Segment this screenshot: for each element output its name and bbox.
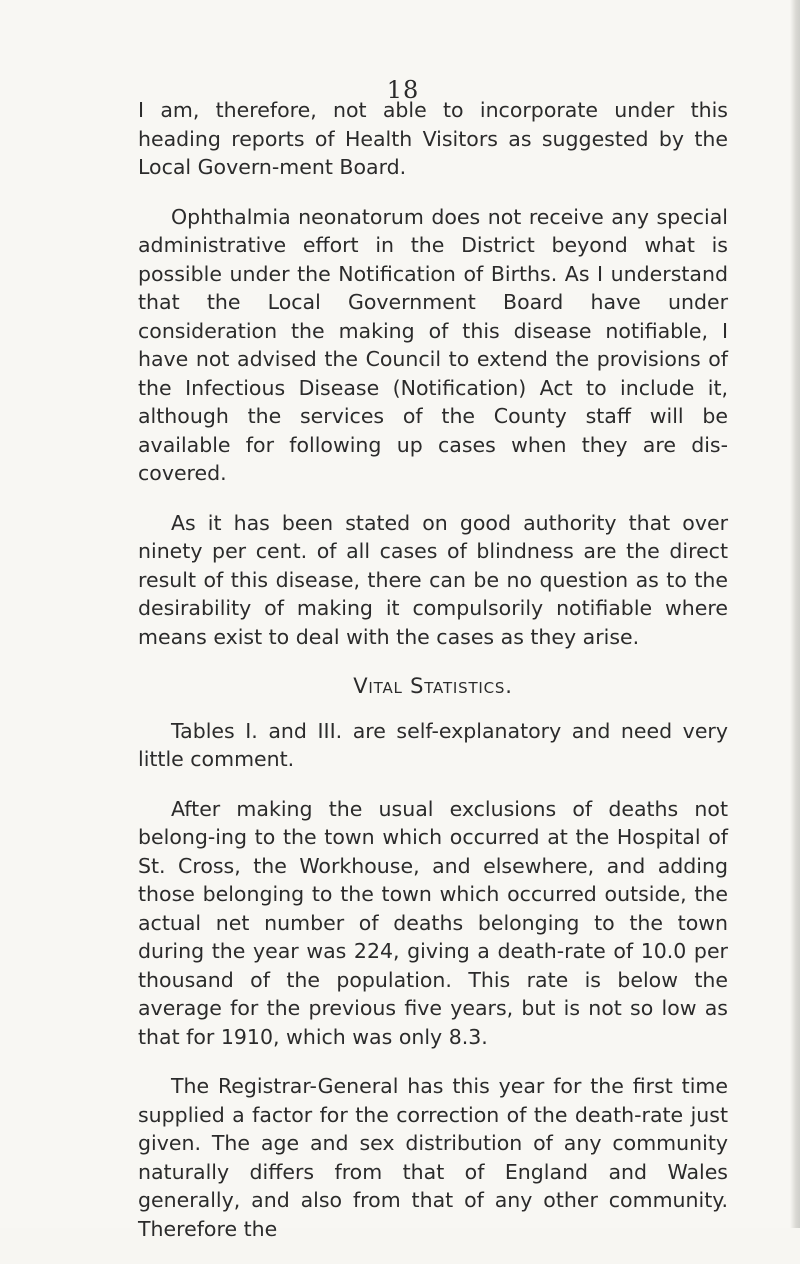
page-number: 18	[386, 76, 420, 104]
paragraph-registrar-general: The Registrar-General has this year for the first time supplied a factor for the correction of the death-rate just given. The age and sex distribution of any community naturally differs from that of England and Wales generally, and also from that of any other community. Therefore the	[138, 1074, 728, 1241]
section-heading-vital-statistics: Vital Statistics.	[353, 674, 513, 698]
paragraph-blindness-cases: As it has been stated on good authority that over ninety per cent. of all cases of blindness are the direct result of this disease, there can be no question as to the desirability of making it compulsorily notifiable where means exist to deal with the cases as they arise.	[138, 510, 728, 649]
paragraph-health-visitors: I am, therefore, not able to incorporate under this heading reports of Health Visitors as suggested by the Local Govern-ment Board.	[138, 98, 728, 179]
paragraph-ophthalmia-neonatorum: Ophthalmia neonatorum does not receive any special administrative effort in the District beyond what is possible under the Notification of Births. As I understand that the Local Government Board have under consideration the making of this disease notifiable, I have not advised the Council to extend the provisions of the Infectious Disease (Notification) Act to include it, although the services of the County staff will be available for following up cases when they are dis-covered.	[138, 204, 728, 485]
page-edge-shadow	[790, 0, 800, 1228]
page-body	[138, 96, 728, 1264]
paragraph-tables-comment: Tables I. and III. are self-explanatory and need very little comment.	[138, 718, 728, 771]
paragraph-death-rate: After making the usual exclusions of deaths not belong-ing to the town which occurred at the Hospital of St. Cross, the Workhouse, and elsewhere, and adding those belonging to the town which occurred outside, the actual net number of deaths belonging to the town during the year was 224, giving a death-rate of 10.0 per thousand of the population. This rate is below the average for the previous five years, but is not so low as that for 1910, which was only 8.3.	[138, 796, 728, 1049]
